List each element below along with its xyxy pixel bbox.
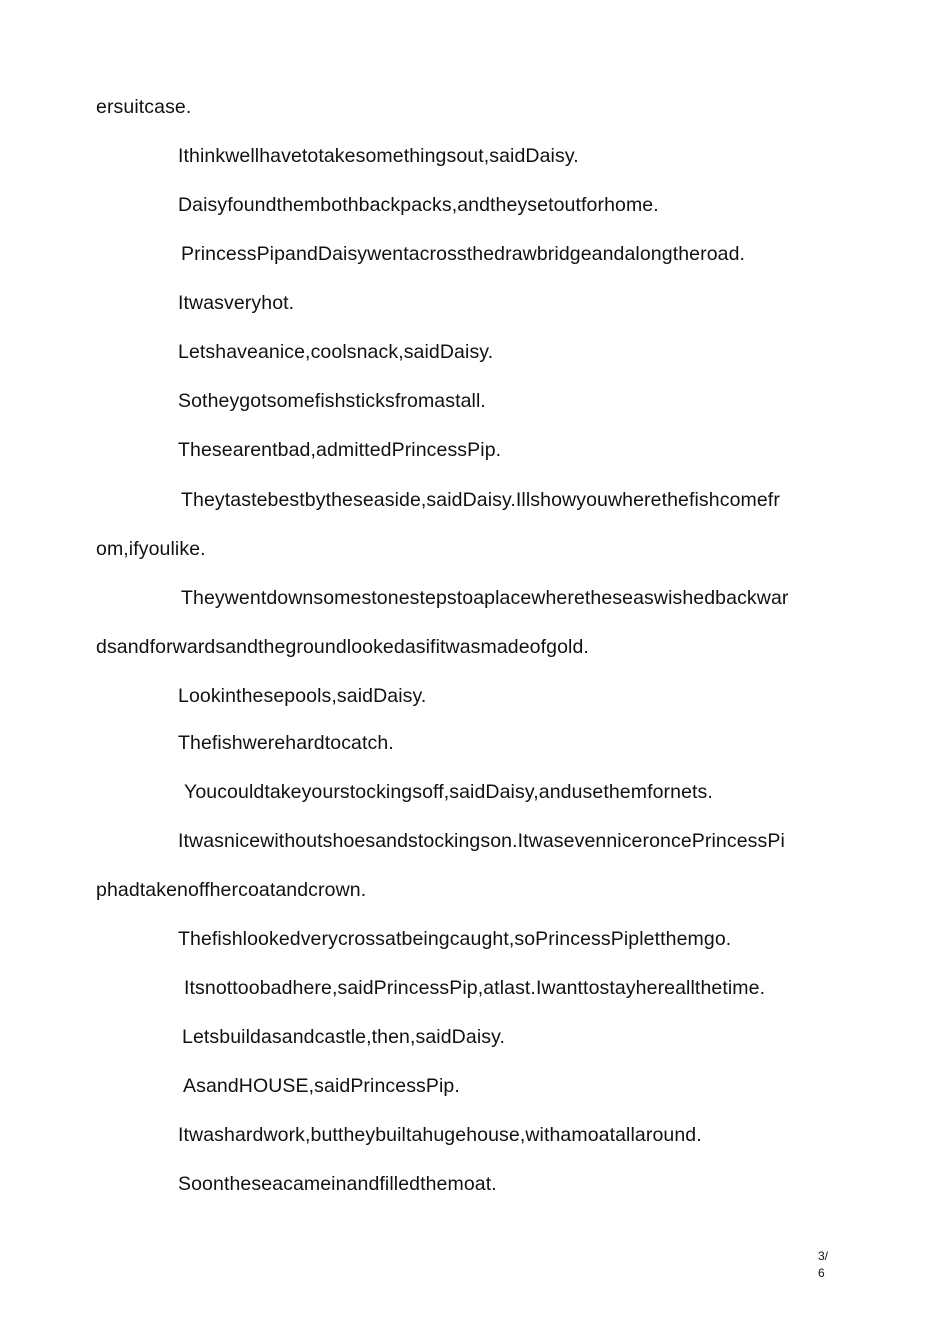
text-line: Soontheseacameinandfilledthemoat. (178, 1173, 497, 1195)
text-line: Theywentdownsomestonestepstoaplacewheretheseaswishedbackwar (181, 587, 789, 609)
text-line: Ithinkwellhavetotakesomethingsout,saidDaisy. (178, 145, 579, 167)
text-line: PrincessPipandDaisywentacrossthedrawbridgeandalongtheroad. (181, 243, 746, 265)
page-number-current: 3/ (818, 1249, 829, 1263)
page-number (818, 1248, 840, 1282)
text-line: Sotheygotsomefishsticksfromastall. (178, 390, 486, 412)
text-line: dsandforwardsandthegroundlookedasifitwasmadeofgold. (96, 636, 589, 658)
text-line: ersuitcase. (96, 96, 192, 118)
text-line: Itwashardwork,buttheybuiltahugehouse,withamoatallaround. (178, 1124, 702, 1146)
text-line: Itwasnicewithoutshoesandstockingson.ItwasevenniceroncePrincessPi (178, 830, 785, 852)
text-line: AsandHOUSE,saidPrincessPip. (183, 1075, 460, 1097)
text-line: Thefishwerehardtocatch. (178, 732, 394, 754)
text-line: Letsbuildasandcastle,then,saidDaisy. (182, 1026, 506, 1048)
text-line: Thesearentbad,admittedPrincessPip. (178, 439, 502, 461)
page-number-total: 6 (818, 1266, 825, 1280)
text-line: Thefishlookedverycrossatbeingcaught,soPrincessPipletthemgo. (178, 928, 732, 950)
text-line: Theytastebestbytheseaside,saidDaisy.Illshowyouwherethefishcomefr (181, 489, 780, 511)
text-line: Letshaveanice,coolsnack,saidDaisy. (178, 341, 494, 363)
text-line: Youcouldtakeyourstockingsoff,saidDaisy,andusethemfornets. (184, 781, 713, 803)
text-line: Daisyfoundthembothbackpacks,andtheysetoutforhome. (178, 194, 659, 216)
text-line: Itsnottoobadhere,saidPrincessPip,atlast.Iwanttostayhereallthetime. (184, 977, 766, 999)
text-line: om,ifyoulike. (96, 538, 206, 560)
text-line: Lookinthesepools,saidDaisy. (178, 685, 427, 707)
text-line: phadtakenoffhercoatandcrown. (96, 879, 367, 901)
text-line: Itwasveryhot. (178, 292, 295, 314)
